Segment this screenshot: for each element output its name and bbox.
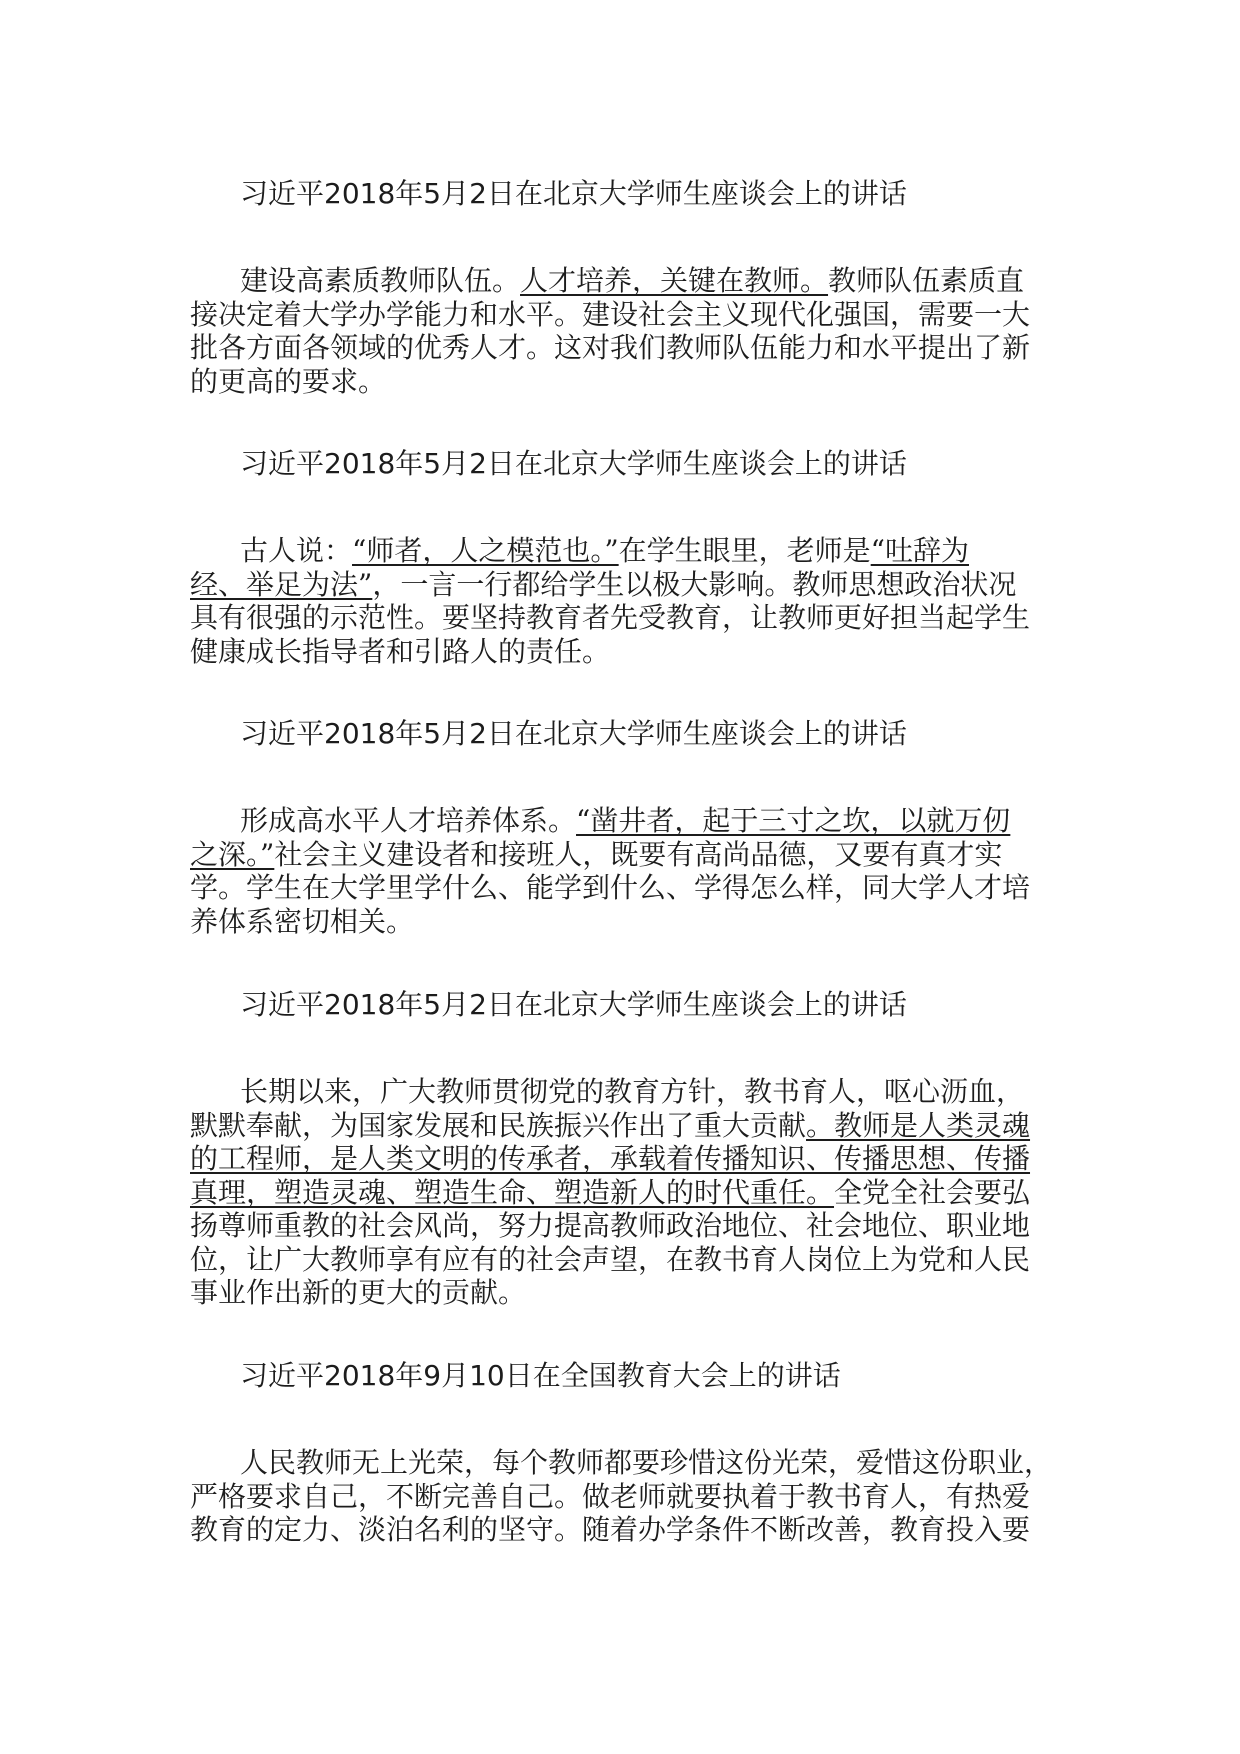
paragraph-line: [190, 331, 1070, 365]
underlined-text-run: 的工程师，是人类文明的传承者，承载着传播知识、传播思想、传播: [190, 1142, 1031, 1175]
paragraph-line: [190, 568, 1070, 602]
text-run: 长期以来，广大教师贯彻党的教育方针，教书育人，呕心沥血，: [240, 1075, 1025, 1108]
text-run: 具有很强的示范性。要坚持教育者先受教育，让教师更好担当起学生: [190, 601, 1031, 634]
section-2: [190, 446, 1070, 668]
paragraph-line: [190, 365, 1070, 399]
paragraph-line: [190, 1176, 1070, 1210]
paragraph-line: [190, 635, 1070, 669]
paragraph-line: [190, 905, 1070, 939]
text-run: 养体系密切相关。: [190, 904, 415, 938]
text-run: 健康成长指导者和引路人的责任。: [190, 634, 611, 668]
paragraph-line: [190, 534, 1070, 568]
text-run: 教师队伍素质直: [828, 264, 1025, 297]
section-paragraph: [190, 804, 1070, 938]
underlined-text-run: 之深。”: [190, 837, 275, 871]
text-run: 社会主义建设者和接班人，既要有高尚品德，又要有真才实: [274, 837, 1003, 871]
paragraph-line: [190, 1109, 1070, 1143]
text-run: 扬尊师重教的社会风尚，努力提高教师政治地位、社会地位、职业地: [190, 1209, 1031, 1242]
paragraph-line: [190, 298, 1070, 332]
text-run: ，一言一行都给学生以极大影响。教师思想政治状况: [372, 567, 1017, 601]
text-run: 在学生眼里，老师是: [618, 534, 871, 567]
paragraph-line: [190, 804, 1070, 838]
underlined-text-run: 。教师是人类灵魂: [806, 1108, 1031, 1142]
section-1: [190, 176, 1070, 398]
section-heading: 习近平2018年5月2日在北京大学师生座谈会上的讲话: [240, 988, 907, 1021]
section-heading: 习近平2018年5月2日在北京大学师生座谈会上的讲话: [240, 447, 907, 480]
text-run: 严格要求自己，不断完善自己。做老师就要执着于教书育人，有热爱: [190, 1479, 1031, 1513]
underlined-text-run: “师者，人之模范也。”: [352, 534, 619, 567]
underlined-text-run: “吐辞为: [870, 534, 969, 567]
paragraph-line: [190, 601, 1070, 635]
text-run: 教育的定力、淡泊名利的坚守。随着办学条件不断改善，教育投入要: [190, 1513, 1031, 1546]
paragraph-line: [190, 1142, 1070, 1176]
text-run: 批各方面各领域的优秀人才。这对我们教师队伍能力和水平提出了新: [190, 331, 1031, 364]
text-run: 建设高素质教师队伍。: [240, 264, 521, 297]
text-run: 人民教师无上光荣，每个教师都要珍惜这份光荣，爱惜这份职业，: [240, 1446, 1053, 1479]
text-run: 的更高的要求。: [190, 364, 387, 398]
section-5: [190, 1358, 1070, 1547]
text-run: 全党全社会要弘: [834, 1175, 1031, 1209]
paragraph-line: [190, 1480, 1070, 1514]
section-3: [190, 716, 1070, 938]
section-heading: 习近平2018年9月10日在全国教育大会上的讲话: [240, 1359, 841, 1392]
paragraph-line: [190, 1209, 1070, 1243]
paragraph-line: [190, 1276, 1070, 1310]
section-4: [190, 987, 1070, 1310]
text-run: 默默奉献，为国家发展和民族振兴作出了重大贡献: [190, 1108, 807, 1142]
section-paragraph: [190, 1446, 1070, 1547]
underlined-text-run: “凿井者，起于三寸之坎，以就万仞: [576, 804, 1011, 837]
paragraph-line: [190, 1446, 1070, 1480]
underlined-text-run: 真理，塑造灵魂、塑造生命、塑造新人的时代重任。: [190, 1175, 835, 1209]
paragraph-line: [190, 1243, 1070, 1277]
text-run: 学。学生在大学里学什么、能学到什么、学得怎么样，同大学人才培: [190, 871, 1031, 904]
paragraph-line: [190, 1513, 1070, 1547]
text-run: 位，让广大教师享有应有的社会声望，在教书育人岗位上为党和人民: [190, 1242, 1031, 1276]
text-run: 事业作出新的更大的贡献。: [190, 1276, 527, 1309]
paragraph-line: [190, 838, 1070, 872]
paragraph-line: [190, 264, 1070, 298]
text-run: 形成高水平人才培养体系。: [240, 804, 577, 837]
paragraph-line: [190, 1075, 1070, 1109]
section-paragraph: [190, 1075, 1070, 1310]
section-paragraph: [190, 264, 1070, 398]
section-heading: 习近平2018年5月2日在北京大学师生座谈会上的讲话: [240, 717, 907, 750]
text-run: 古人说：: [240, 534, 353, 567]
text-run: 接决定着大学办学能力和水平。建设社会主义现代化强国，需要一大: [190, 297, 1031, 331]
underlined-text-run: 人才培养，关键在教师。: [520, 264, 829, 297]
section-heading: 习近平2018年5月2日在北京大学师生座谈会上的讲话: [240, 177, 907, 210]
underlined-text-run: 经、举足为法”: [190, 567, 373, 601]
section-paragraph: [190, 534, 1070, 668]
paragraph-line: [190, 871, 1070, 905]
